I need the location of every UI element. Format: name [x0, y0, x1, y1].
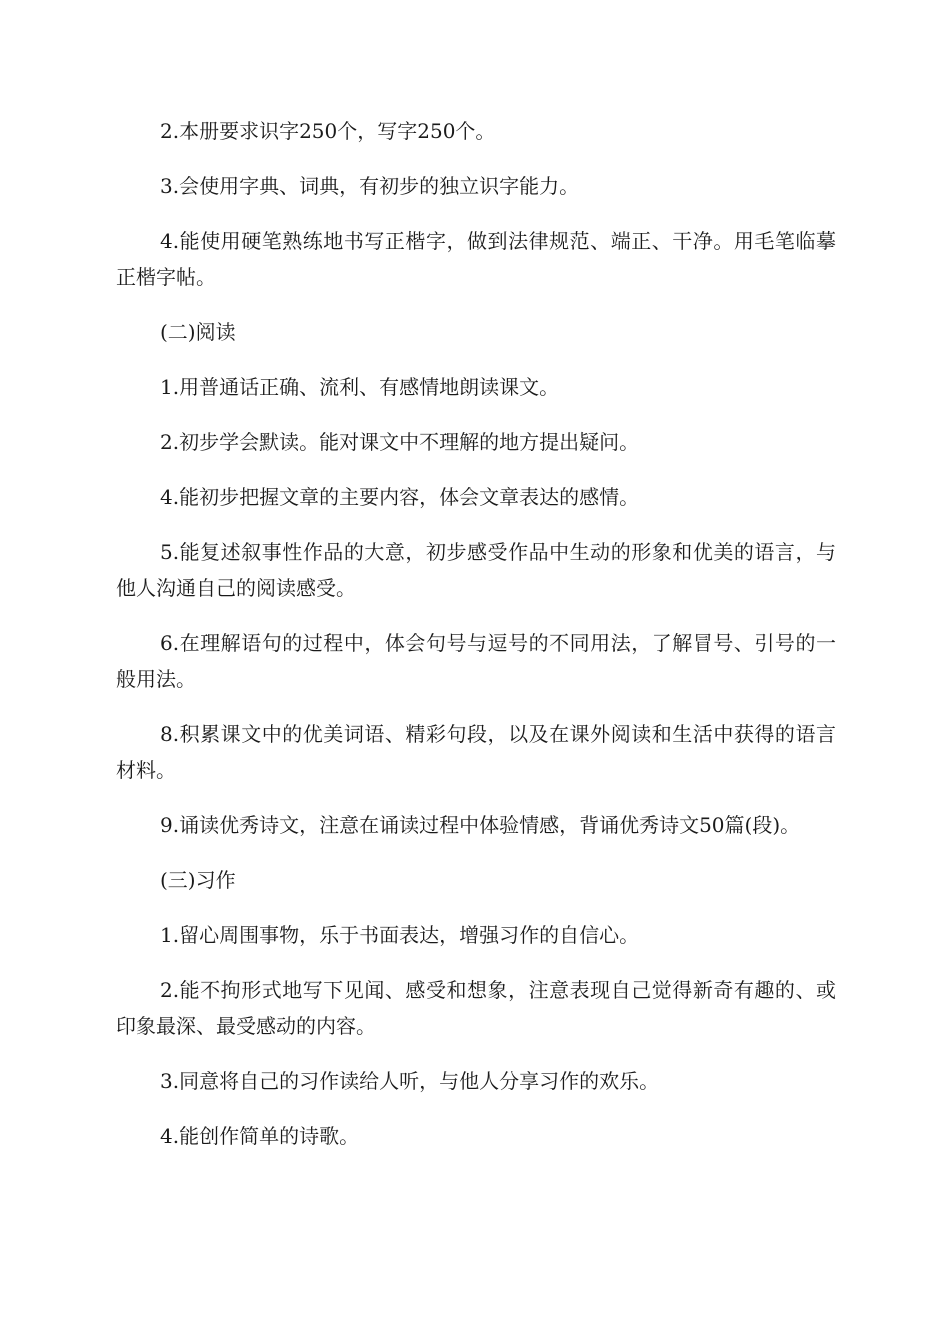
paragraph-retelling: 5.能复述叙事性作品的大意，初步感受作品中生动的形象和优美的语言，与他人沟通自己的阅读感受。: [116, 540, 836, 600]
section-heading-writing: (三)习作: [160, 868, 236, 892]
paragraph-literacy-count: 2.本册要求识字250个，写字250个。: [160, 119, 496, 143]
paragraph-observation: 1.留心周围事物，乐于书面表达，增强习作的自信心。: [160, 923, 640, 947]
document-body: [116, 113, 836, 1173]
paragraph-silent-reading: 2.初步学会默读。能对课文中不理解的地方提出疑问。: [160, 430, 640, 454]
paragraph-vocabulary: 8.积累课文中的优美词语、精彩句段，以及在课外阅读和生活中获得的语言材料。: [116, 722, 836, 782]
paragraph-poetry: 4.能创作简单的诗歌。: [160, 1124, 360, 1148]
section-heading-reading: (二)阅读: [160, 320, 236, 344]
paragraph-dictionary-use: 3.会使用字典、词典，有初步的独立识字能力。: [160, 174, 580, 198]
paragraph-read-aloud: 1.用普通话正确、流利、有感情地朗读课文。: [160, 375, 560, 399]
paragraph-sharing: 3.同意将自己的习作读给人听，与他人分享习作的欢乐。: [160, 1069, 660, 1093]
paragraph-recitation: 9.诵读优秀诗文，注意在诵读过程中体验情感，背诵优秀诗文50篇(段)。: [160, 813, 801, 837]
paragraph-punctuation: 6.在理解语句的过程中，体会句号与逗号的不同用法，了解冒号、引号的一般用法。: [116, 631, 836, 691]
paragraph-free-writing: 2.能不拘形式地写下见闻、感受和想象，注意表现自己觉得新奇有趣的、或印象最深、最受感动的内容。: [116, 978, 836, 1038]
paragraph-handwriting: 4.能使用硬笔熟练地书写正楷字，做到法律规范、端正、干净。用毛笔临摹正楷字帖。: [116, 229, 836, 289]
paragraph-main-content: 4.能初步把握文章的主要内容，体会文章表达的感情。: [160, 485, 640, 509]
